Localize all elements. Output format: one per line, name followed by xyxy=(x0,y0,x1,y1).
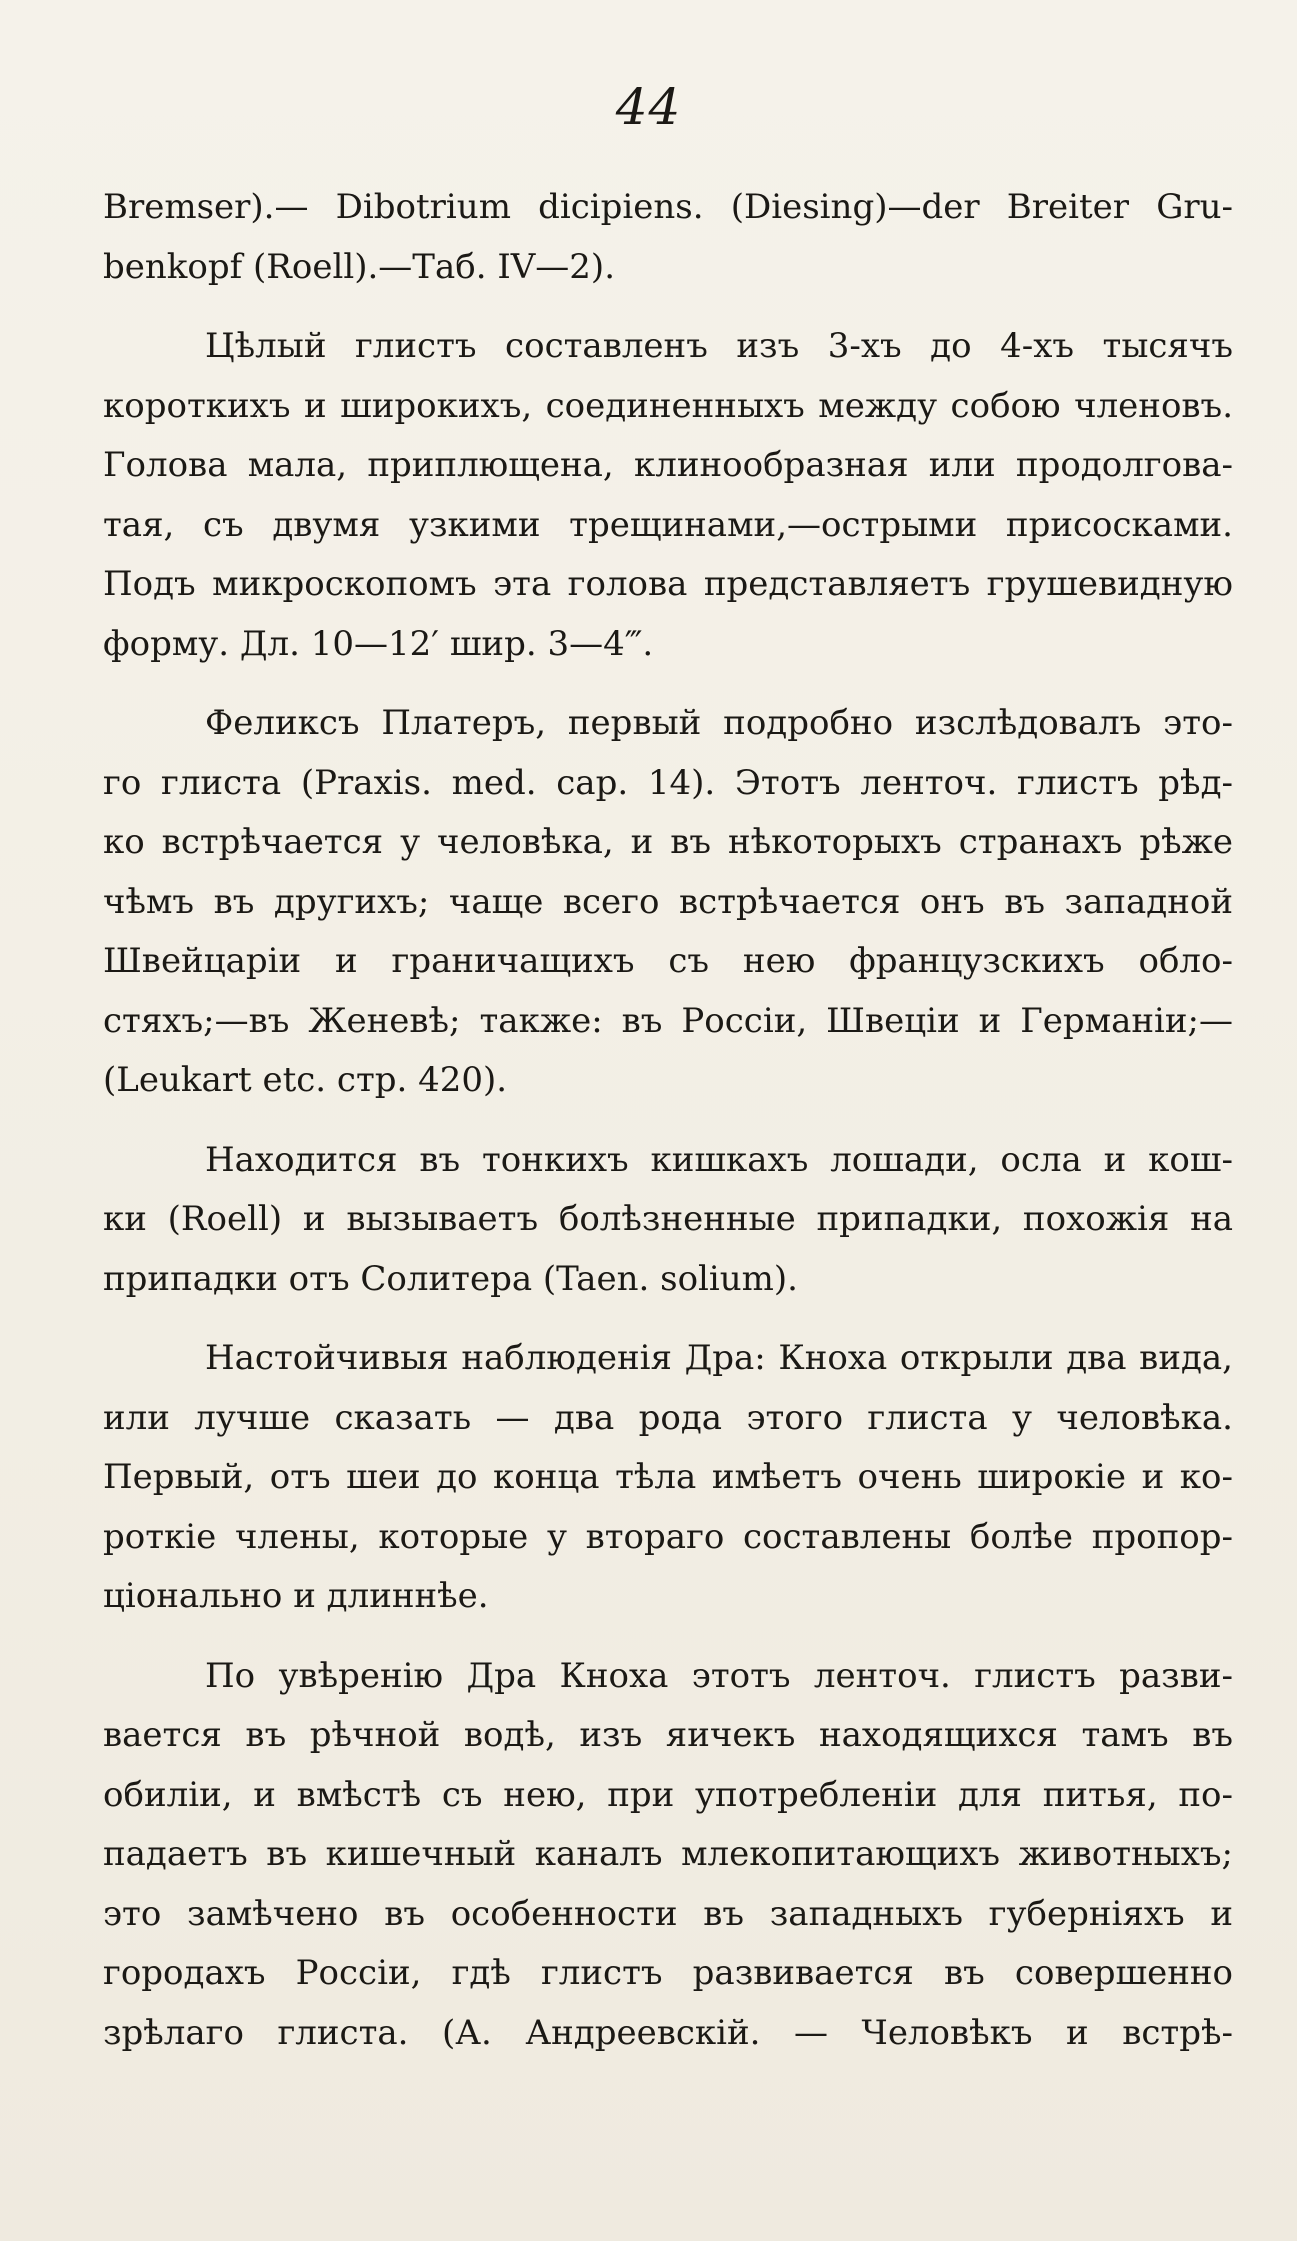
text-line: ки (Roell) и вызываетъ болѣзненные припадки, похожія на xyxy=(103,1199,1233,1239)
text-line: Цѣлый глистъ составленъ изъ 3-хъ до 4-хъ тысячъ xyxy=(205,326,1233,366)
text-line: (Leukart etc. стр. 420). xyxy=(103,1060,508,1100)
text-line: По увѣренію Дра Кноха этотъ ленточ. глистъ разви- xyxy=(205,1655,1233,1696)
paragraph-habitat xyxy=(103,1131,1233,1310)
paragraph-description xyxy=(103,317,1233,674)
text-line: короткихъ и широкихъ, соединенныхъ между собою членовъ. xyxy=(103,385,1233,426)
text-line: стяхъ;—въ Женевѣ; также: въ Россіи, Швеціи и Германіи;— xyxy=(103,1000,1233,1041)
text-line: го глиста (Praxis. med. cap. 14). Этотъ ленточ. глистъ рѣд- xyxy=(103,762,1233,803)
text-line: ціонально и длиннѣе. xyxy=(103,1576,489,1616)
text-line: Феликсъ Платеръ, первый подробно изслѣдовалъ это- xyxy=(205,703,1233,743)
body-text xyxy=(103,178,1233,2063)
text-line: вается въ рѣчной водѣ, изъ яичекъ находящихся тамъ въ xyxy=(103,1715,1233,1755)
text-line: это замѣчено въ особенности въ западныхъ губерніяхъ и xyxy=(103,1893,1233,1934)
text-line: Первый, отъ шеи до конца тѣла имѣетъ очень широкіе и ко- xyxy=(103,1457,1233,1497)
text-line: тая, съ двумя узкими трещинами,—острыми присосками. xyxy=(103,504,1233,545)
text-line: ко встрѣчается у человѣка, и въ нѣкоторыхъ странахъ рѣже xyxy=(103,822,1233,862)
paragraph-continuation xyxy=(103,178,1233,297)
text-line: Швейцаріи и граничащихъ съ нею французскихъ обло- xyxy=(103,941,1233,981)
text-line: припадки отъ Солитера (Taen. solium). xyxy=(103,1258,798,1299)
text-line: зрѣлаго глиста. (А. Андреевскій. — Человѣкъ и встрѣ- xyxy=(103,2012,1233,2053)
text-line: Находится въ тонкихъ кишкахъ лошади, осла и кош- xyxy=(205,1139,1233,1180)
text-line: падаетъ въ кишечный каналъ млекопитающихъ животныхъ; xyxy=(103,1834,1233,1874)
text-line: обиліи, и вмѣстѣ съ нею, при употребленіи для питья, по- xyxy=(103,1774,1233,1815)
text-line: роткіе члены, которые у втораго составлены болѣе пропор- xyxy=(103,1516,1233,1557)
text-line: Настойчивыя наблюденія Дра: Кноха открыли два вида, xyxy=(205,1338,1233,1378)
paragraph-observations xyxy=(103,1329,1233,1627)
page-number: 44 xyxy=(615,78,682,136)
text-line: или лучше сказать — два рода этого глиста у человѣка. xyxy=(103,1397,1233,1438)
text-line: Bremser).— Dibotrium dicipiens. (Diesing)—der Breiter Gru- xyxy=(103,187,1233,227)
text-line: Голова мала, приплющена, клинообразная или продолгова- xyxy=(103,445,1233,485)
paragraph-history xyxy=(103,694,1233,1111)
text-line: benkopf (Roell).—Таб. IV—2). xyxy=(103,246,616,287)
text-line: Подъ микроскопомъ эта голова представляетъ грушевидную xyxy=(103,564,1233,604)
text-line: форму. Дл. 10—12′ шир. 3—4‴. xyxy=(103,623,654,664)
text-line: чѣмъ въ другихъ; чаще всего встрѣчается онъ въ западной xyxy=(103,881,1233,922)
paragraph-development xyxy=(103,1647,1233,2064)
text-line: городахъ Россіи, гдѣ глистъ развивается въ совершенно xyxy=(103,1953,1233,1993)
